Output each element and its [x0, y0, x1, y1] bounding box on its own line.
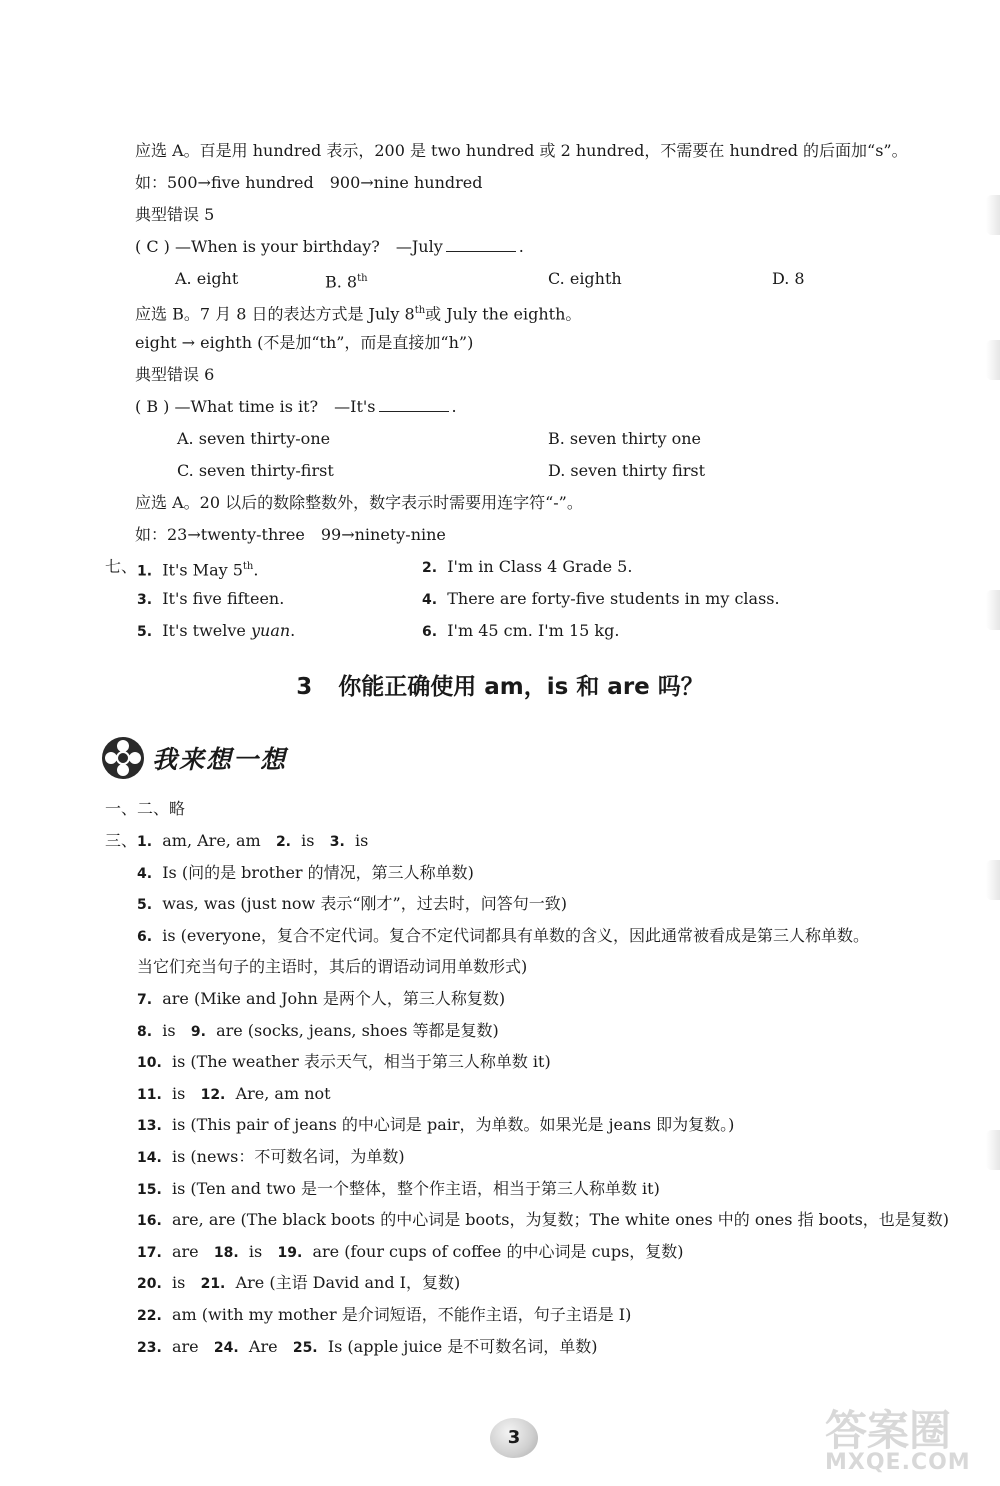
answer-number: 23. — [137, 1340, 162, 1356]
answer-number: 7. — [137, 992, 153, 1008]
item-sup: th — [242, 561, 254, 572]
answer-row — [137, 1114, 734, 1137]
answer-row — [137, 1304, 631, 1327]
answers-intro: 一、二、略 — [105, 799, 186, 818]
q5-question-text: —When is your birthday? —July — [175, 237, 443, 256]
page-number: 3 — [490, 1418, 538, 1458]
page-edge-mark — [986, 860, 1000, 900]
answer-text: is (everyone，复合不定代词。复合不定代词都具有单数的含义，因此通常被看成是第三人称单数。 — [162, 926, 869, 945]
q5-option-d: D. 8 — [772, 269, 805, 288]
answer-number: 5. — [137, 897, 153, 913]
q5-blank — [446, 237, 516, 252]
q5-option-b — [325, 268, 368, 293]
answer-number: 25. — [292, 1340, 318, 1356]
answer-row — [137, 1083, 331, 1106]
answer-text: are — [171, 1337, 199, 1356]
answer-number: 16. — [137, 1213, 162, 1229]
answer-row — [137, 1051, 551, 1074]
item-number: 5. — [137, 624, 153, 640]
answer-row — [137, 1336, 598, 1359]
q6-explanation: 应选 A。20 以后的数除整数外，数字表示时需要用连字符“-”。 — [135, 493, 583, 512]
answer-text: am (with my mother 是介词短语，不能作主语，句子主语是 I) — [171, 1305, 632, 1324]
answer-number: 3. — [329, 834, 345, 850]
answer-text: is — [248, 1242, 263, 1261]
answer-row — [137, 988, 505, 1011]
answer-number: 22. — [137, 1308, 162, 1324]
answer-text: Are, am not — [235, 1084, 331, 1103]
answer-text: was, was (just now 表示“刚才”，过去时，问答句一致) — [162, 894, 567, 913]
answer-row — [137, 1146, 405, 1169]
q6-answer: ( B ) — [135, 397, 170, 416]
item-text: It's five fifteen. — [162, 589, 285, 608]
answer-number: 12. — [200, 1087, 226, 1103]
answer-text: Is (apple juice 是不可数名词，单数) — [327, 1337, 598, 1356]
answer-number: 14. — [137, 1150, 162, 1166]
q6-option-d: D. seven thirty first — [548, 461, 706, 480]
item-text: I'm in Class 4 Grade 5. — [447, 557, 633, 576]
item-number: 1. — [137, 563, 153, 580]
answer-row — [137, 1241, 684, 1264]
q6-blank — [379, 397, 449, 412]
item-number: 6. — [422, 624, 438, 640]
page-edge-mark — [986, 1130, 1000, 1170]
answer-text: are (Mike and John 是两个人，第三人称复数) — [162, 989, 506, 1008]
answer-text: is — [355, 831, 369, 850]
answer-text: is (This pair of jeans 的中心词是 pair，为单数。如果光是 jeans 即为复数。) — [171, 1115, 735, 1134]
answer-number: 9. — [190, 1024, 206, 1040]
answer-number: 6. — [137, 929, 153, 945]
answer-row — [137, 956, 527, 978]
answer-row — [137, 1020, 499, 1043]
answer-number: 20. — [137, 1276, 162, 1292]
answer-text: is — [162, 1021, 176, 1040]
section-seven-label: 七、 — [105, 557, 138, 576]
answer-text: are (four cups of coffee 的中心词是 cups，复数) — [312, 1242, 684, 1261]
top-line-2: 如：500→five hundred 900→nine hundred — [135, 173, 483, 192]
q5-explanation — [135, 300, 581, 325]
answer-number: 13. — [137, 1118, 162, 1134]
q6-option-b: B. seven thirty one — [548, 429, 701, 448]
answer-row — [137, 830, 368, 853]
answer-row — [137, 925, 869, 948]
answer-number: 17. — [137, 1245, 162, 1261]
answer-number: 21. — [200, 1276, 226, 1292]
item-text: It's May 5 — [162, 560, 243, 580]
q6-example: 如：23→twenty-three 99→ninety-nine — [135, 525, 446, 544]
watermark-top: 答案圈 — [825, 1406, 952, 1455]
answer-number: 11. — [137, 1087, 162, 1103]
answer-number: 8. — [137, 1024, 153, 1040]
section-title — [0, 668, 1000, 701]
item-tail: . — [253, 560, 259, 580]
answer-text: Are (主语 David and I，复数) — [235, 1273, 461, 1292]
flower-icon — [102, 737, 144, 779]
top-line-1: 应选 A。百是用 hundred 表示，200 是 two hundred 或 2 hundred，不需要在 hundred 的后面加“s”。 — [135, 141, 908, 160]
q5-question — [135, 236, 524, 258]
item-text: There are forty-five students in my class. — [447, 589, 780, 608]
seven-item-2 — [422, 556, 632, 579]
item-italic: yuan — [250, 621, 291, 640]
answer-number: 2. — [275, 834, 291, 850]
page-edge-mark — [986, 195, 1000, 235]
page-edge-mark — [986, 590, 1000, 630]
q5-explain-sup: th — [414, 305, 426, 316]
item-number: 3. — [137, 592, 153, 608]
page-edge-mark — [986, 340, 1000, 380]
item-number: 4. — [422, 592, 438, 608]
answer-row — [137, 893, 567, 916]
seven-item-5 — [137, 620, 295, 643]
answer-number: 1. — [137, 834, 153, 850]
typical-error-6-heading: 典型错误 6 — [135, 365, 215, 384]
seven-item-4 — [422, 588, 780, 611]
q6-option-a: A. seven thirty-one — [177, 429, 331, 448]
answer-number: 4. — [137, 866, 153, 882]
seven-item-1 — [137, 556, 258, 582]
seven-item-6 — [422, 620, 619, 643]
section-three-label: 三、 — [105, 831, 138, 850]
typical-error-5-heading: 典型错误 5 — [135, 205, 215, 224]
q6-option-c: C. seven thirty-first — [177, 461, 334, 480]
item-text: I'm 45 cm. I'm 15 kg. — [447, 621, 620, 640]
answer-row — [137, 862, 474, 885]
q5-option-b-text: B. 8 — [325, 272, 358, 292]
watermark-bottom: MXQE.COM — [825, 1450, 971, 1475]
answer-number: 24. — [213, 1340, 239, 1356]
item-text: It's twelve — [162, 621, 251, 640]
answer-text: are (socks, jeans, shoes 等都是复数) — [216, 1021, 499, 1040]
think-label: 我来想一想 — [152, 745, 288, 774]
answer-text: 当它们充当句子的主语时，其后的谓语动词用单数形式) — [137, 957, 528, 976]
item-number: 2. — [422, 560, 438, 576]
answer-row — [137, 1272, 460, 1295]
answer-text: Are — [248, 1337, 278, 1356]
q5-question-end: . — [518, 237, 524, 256]
section-number: 3 — [296, 674, 313, 700]
answer-text: is — [171, 1273, 186, 1292]
answer-text: Is (问的是 brother 的情况，第三人称单数) — [162, 863, 474, 882]
answer-text: is (news：不可数名词，为单数) — [171, 1147, 405, 1166]
q5-explain-b: 或 July the eighth。 — [425, 304, 582, 324]
answer-text: is — [171, 1084, 186, 1103]
answer-number: 19. — [277, 1245, 303, 1261]
q6-question-end: . — [451, 397, 457, 416]
seven-item-3 — [137, 588, 284, 611]
q6-question — [135, 396, 457, 418]
answer-number: 18. — [213, 1245, 239, 1261]
q5-option-c: C. eighth — [548, 269, 622, 288]
answer-text: are — [171, 1242, 199, 1261]
section-title-text: 你能正确使用 am，is 和 are 吗？ — [338, 674, 704, 700]
q5-option-b-sup: th — [357, 273, 368, 284]
answer-text: are, are (The black boots 的中心词是 boots，为复数；The white ones 中的 ones 指 boots，也是复数) — [171, 1210, 950, 1229]
watermark-logo — [825, 1398, 995, 1483]
answer-text: is (The weather 表示天气，相当于第三人称单数 it) — [171, 1052, 551, 1071]
answer-text: is (Ten and two 是一个整体，整个作主语，相当于第三人称单数 it) — [171, 1179, 660, 1198]
q5-note: eight → eighth (不是加“th”，而是直接加“h”) — [135, 333, 474, 352]
answer-number: 10. — [137, 1055, 162, 1071]
q5-explain-a: 应选 B。7 月 8 日的表达方式是 July 8 — [135, 304, 415, 324]
item-tail: . — [290, 621, 296, 640]
q6-question-text: —What time is it? —It's — [174, 397, 376, 416]
answer-row — [137, 1209, 949, 1232]
answer-row — [137, 1178, 660, 1201]
q5-option-a: A. eight — [175, 269, 239, 288]
q5-answer: ( C ) — [135, 237, 170, 256]
answer-text: am, Are, am — [162, 831, 261, 850]
answer-number: 15. — [137, 1182, 162, 1198]
think-header — [102, 736, 287, 780]
answer-text: is — [301, 831, 315, 850]
